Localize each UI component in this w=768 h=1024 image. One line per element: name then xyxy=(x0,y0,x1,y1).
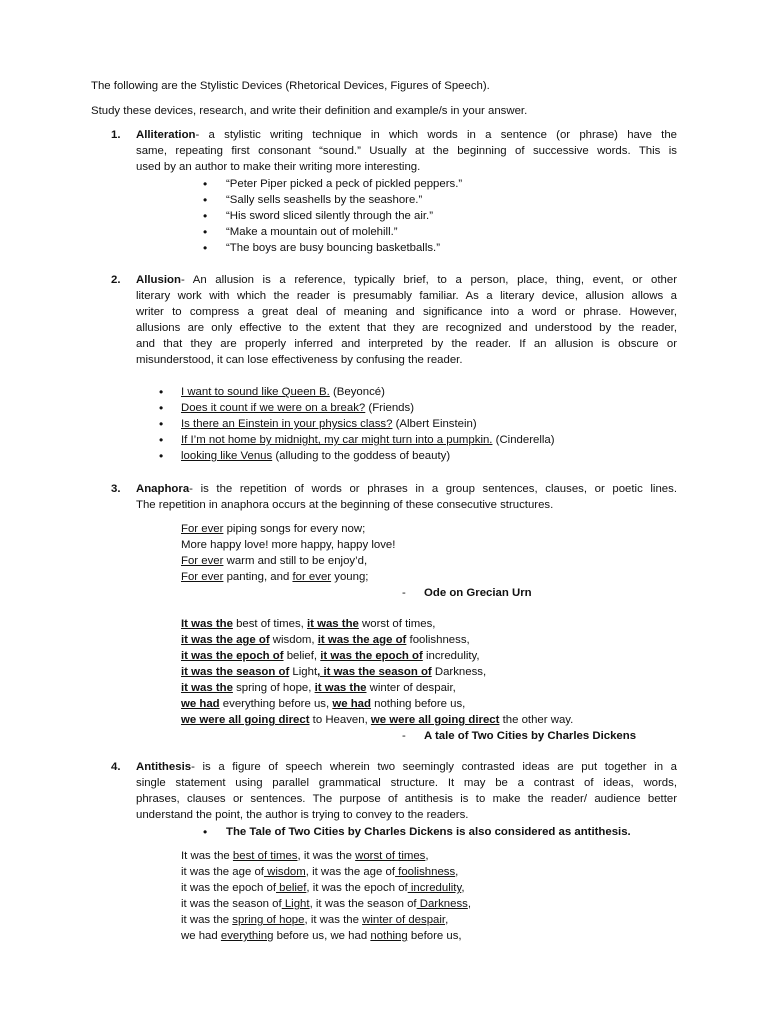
tale-line-6: we had everything before us, we had nothing before us, xyxy=(181,698,466,710)
bullet: • xyxy=(159,433,164,447)
tale-line-1: It was the best of times, it was the worst of times, xyxy=(181,618,436,630)
ode-line-3: For ever warm and still to be enjoy’d, xyxy=(181,555,368,567)
ode-line-4: For ever panting, and for ever young; xyxy=(181,571,369,583)
ode-source: Ode on Grecian Urn xyxy=(424,587,532,599)
item-2-line-3: writer to compress a great deal of meaning and significance into a word or phrase. However, xyxy=(136,306,677,318)
bullet: • xyxy=(159,385,164,399)
item-2-term: Allusion xyxy=(136,274,181,286)
allusion-example-4: If I’m not home by midnight, my car might turn into a pumpkin. (Cinderella) xyxy=(181,434,555,446)
bullet: • xyxy=(203,193,208,207)
alliteration-example-2: “Sally sells seashells by the seashore.” xyxy=(226,194,423,206)
allusion-example-1: I want to sound like Queen B. (Beyoncé) xyxy=(181,386,385,398)
bullet: • xyxy=(159,417,164,431)
allusion-example-2: Does it count if we were on a break? (Friends) xyxy=(181,402,414,414)
antithesis-line-5: it was the spring of hope, it was the winter of despair, xyxy=(181,914,449,926)
item-1-term: Alliteration xyxy=(136,129,196,141)
intro-line-1: The following are the Stylistic Devices (Rhetorical Devices, Figures of Speech). xyxy=(91,80,490,92)
item-4-line-4: understand the point, the author is trying to convey to the readers. xyxy=(136,809,469,821)
ode-line-1: For ever piping songs for every now; xyxy=(181,523,366,535)
item-3-line-2: The repetition in anaphora occurs at the beginning of these consecutive structures. xyxy=(136,499,554,511)
item-1-line-2: same, repeating first consonant “sound.” Usually at the beginning of successive words. This is xyxy=(136,145,677,157)
intro-line-2: Study these devices, research, and write their definition and example/s in your answer. xyxy=(91,105,528,117)
bullet: • xyxy=(203,241,208,255)
tale-line-2: it was the age of wisdom, it was the age of foolishness, xyxy=(181,634,470,646)
item-1-line-3: used by an author to make their writing more interesting. xyxy=(136,161,421,173)
tale-line-5: it was the spring of hope, it was the winter of despair, xyxy=(181,682,456,694)
item-2-number: 2. xyxy=(111,274,121,286)
item-2-line-6: misunderstood, it can lose effectiveness by confusing the reader. xyxy=(136,354,463,366)
bullet: • xyxy=(203,177,208,191)
item-1-line-1: Alliteration- a stylistic writing technique in which words in a sentence (or phrase) have the xyxy=(136,129,677,141)
bullet: • xyxy=(203,209,208,223)
item-1-number: 1. xyxy=(111,129,121,141)
antithesis-line-1: It was the best of times, it was the worst of times, xyxy=(181,850,429,862)
antithesis-line-3: it was the epoch of belief, it was the epoch of incredulity, xyxy=(181,882,465,894)
item-3-term: Anaphora xyxy=(136,483,190,495)
alliteration-example-4: “Make a mountain out of molehill.” xyxy=(226,226,398,238)
item-2-line-2: literary work with which the reader is presumably familiar. As a literary device, allusion allows a xyxy=(136,290,677,302)
ode-line-2: More happy love! more happy, happy love! xyxy=(181,539,396,551)
tale-line-7: we were all going direct to Heaven, we were all going direct the other way. xyxy=(181,714,574,726)
bullet: • xyxy=(159,401,164,415)
tale-line-3: it was the epoch of belief, it was the epoch of incredulity, xyxy=(181,650,480,662)
ode-source-dash: - xyxy=(402,587,406,599)
item-4-line-2: single statement using parallel grammatical structure. It may be a contrast of ideas, words, xyxy=(136,777,677,789)
item-4-line-1: Antithesis- is a figure of speech wherein two seemingly contrasted ideas are put together in a xyxy=(136,761,677,773)
allusion-example-3: Is there an Einstein in your physics class? (Albert Einstein) xyxy=(181,418,477,430)
item-2-line-1: Allusion- An allusion is a reference, typically brief, to a person, place, thing, event, or other xyxy=(136,274,677,286)
antithesis-line-6: we had everything before us, we had nothing before us, xyxy=(181,930,462,942)
item-4-number: 4. xyxy=(111,761,121,773)
item-2-line-5: and that they are properly inferred and interpreted by the reader. If an allusion is obscure or xyxy=(136,338,677,350)
antithesis-line-2: it was the age of wisdom, it was the age of foolishness, xyxy=(181,866,459,878)
tale-line-4: it was the season of Light, it was the season of Darkness, xyxy=(181,666,487,678)
bullet: • xyxy=(203,825,208,839)
antithesis-line-4: it was the season of Light, it was the season of Darkness, xyxy=(181,898,472,910)
bullet: • xyxy=(203,225,208,239)
item-3-line-1: Anaphora- is the repetition of words or phrases in a group sentences, clauses, or poetic lines. xyxy=(136,483,677,495)
alliteration-example-1: “Peter Piper picked a peck of pickled peppers.” xyxy=(226,178,463,190)
item-4-line-3: phrases, clauses or sentences. The purpose of antithesis is to make the reader/ audience better xyxy=(136,793,677,805)
tale-source: A tale of Two Cities by Charles Dickens xyxy=(424,730,637,742)
tale-source-dash: - xyxy=(402,730,406,742)
alliteration-example-3: “His sword sliced silently through the air.” xyxy=(226,210,434,222)
item-4-term: Antithesis xyxy=(136,761,192,773)
item-3-number: 3. xyxy=(111,483,121,495)
item-2-line-4: allusions are only effective to the extent that they are recognized and understood by the reader, xyxy=(136,322,677,334)
alliteration-example-5: “The boys are busy bouncing basketballs.” xyxy=(226,242,441,254)
bullet: • xyxy=(159,449,164,463)
allusion-example-5: looking like Venus (alluding to the goddess of beauty) xyxy=(181,450,451,462)
antithesis-bullet-text: The Tale of Two Cities by Charles Dickens is also considered as antithesis. xyxy=(226,826,631,838)
